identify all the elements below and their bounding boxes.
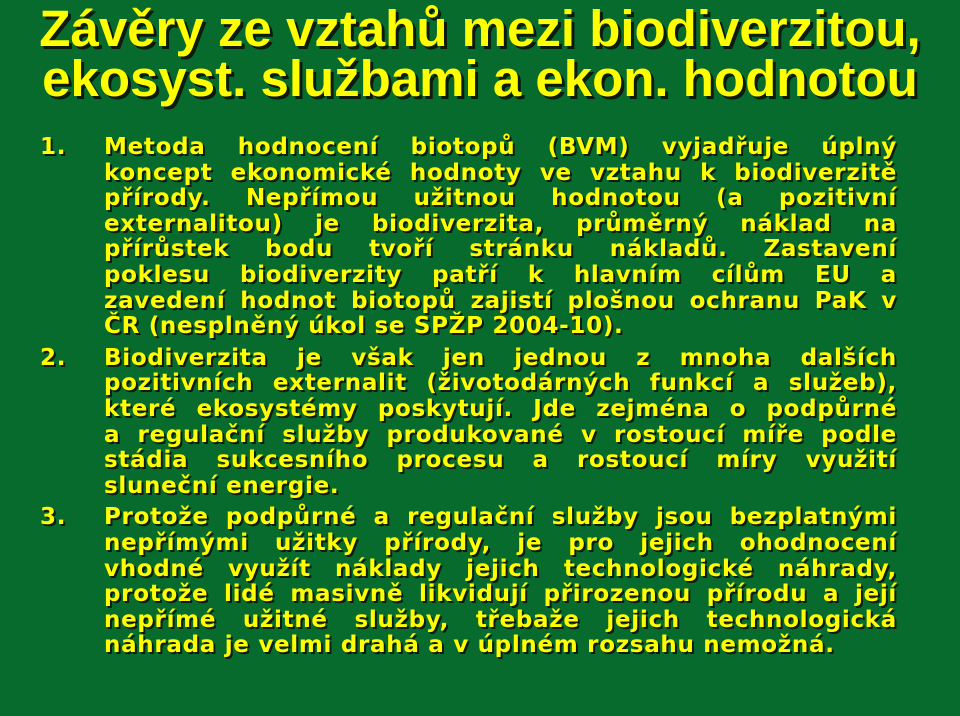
text-line: Metoda hodnocení biotopů (BVM) vyjadřuje úplný — [104, 134, 897, 160]
text-line: externalitou) je biodiverzita, průměrný náklad na — [104, 210, 897, 237]
text-line: přírody. Nepřímou užitnou hodnotou (a pozitivní — [104, 185, 897, 212]
item-text — [104, 346, 897, 500]
text-line: koncept ekonomické hodnoty ve vztahu k biodiverzitě — [104, 159, 897, 186]
text-line: vhodné využít náklady jejich technologické náhrady, — [104, 555, 897, 582]
text-line: Protože podpůrné a regulační služby jsou bezplatnými — [104, 504, 897, 531]
title-line: ekosyst. službami a ekon. hodnotou — [42, 50, 918, 107]
title-line: Závěry ze vztahů mezi biodiverzitou, — [39, 0, 921, 57]
text-line: přírůstek bodu tvoří stránku nákladů. Zastavení — [104, 236, 897, 263]
text-line: poklesu biodiverzity patří k hlavním cílům EU a — [104, 261, 897, 288]
text-line: protože lidé masivně likvidují přirozenou přírodu a její — [104, 581, 897, 608]
item-text — [104, 505, 897, 659]
list-item-1 — [40, 135, 897, 340]
list-item-3 — [40, 505, 897, 659]
text-line: Biodiverzita je však jen jednou z mnoha dalších — [104, 344, 897, 371]
text-line: ČR (nesplněný úkol se SPŽP 2004-10). — [104, 313, 624, 340]
text-line: sluneční energie. — [104, 472, 340, 499]
text-line: které ekosystémy poskytují. Jde zejména o podpůrné — [104, 395, 897, 422]
item-number: 2. — [40, 344, 67, 371]
text-line: nepřímé užitné služby, třebaže jejich technologická — [104, 606, 897, 633]
text-line: náhrada je velmi drahá a v úplném rozsahu nemožná. — [104, 632, 835, 659]
text-line: stádia sukcesního procesu a rostoucí míry využití — [104, 447, 897, 474]
item-number: 3. — [40, 504, 67, 531]
item-text — [104, 135, 897, 340]
slide-title — [0, 0, 960, 107]
text-line: pozitivních externalit (životodárných funkcí a služeb), — [104, 370, 897, 397]
item-number: 1. — [40, 134, 67, 160]
list-item-2 — [40, 346, 897, 500]
text-line: nepřímými užitky přírody, je pro jejich ohodnocení — [104, 529, 897, 556]
slide-body — [40, 135, 897, 659]
text-line: zavedení hodnot biotopů zajistí plošnou ochranu PaK v — [104, 287, 897, 314]
text-line: a regulační služby produkované v rostoucí míře podle — [104, 421, 897, 448]
